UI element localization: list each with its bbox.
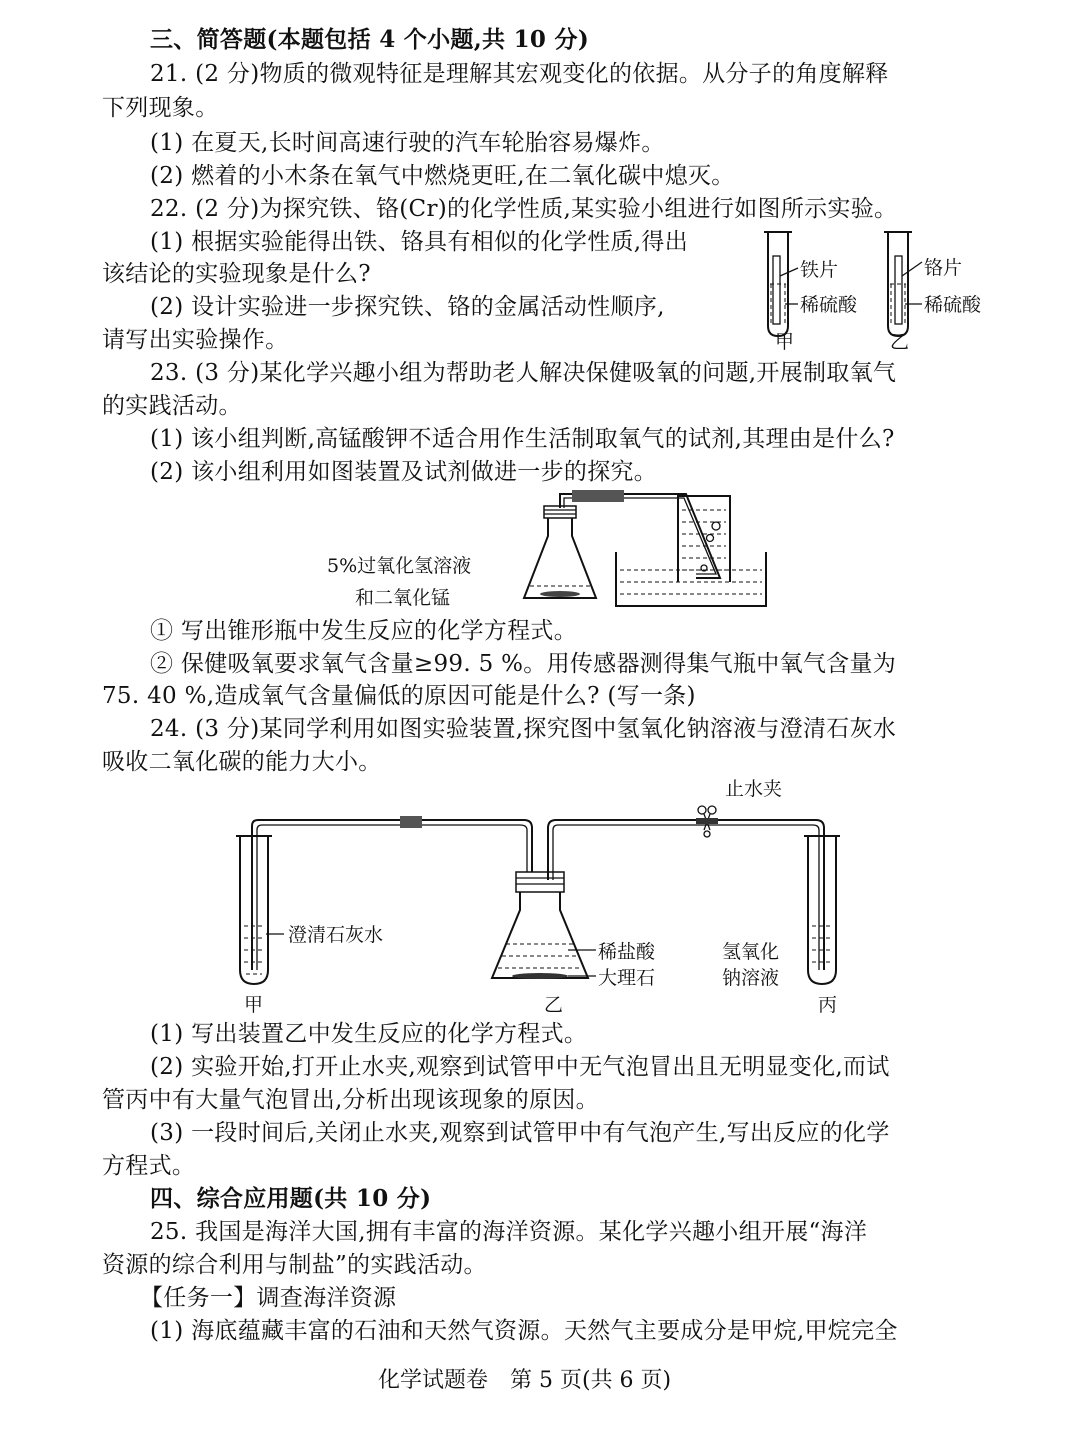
q24-part-2-line-2: 管丙中有大量气泡冒出,分析出现该现象的原因。 (102, 1087, 599, 1113)
q24-stem-line-1: 24. (3 分)某同学利用如图实验装置,探究图中氢氧化钠溶液与澄清石灰水 (150, 716, 897, 742)
q25-task-1-heading: 【任务一】调查海洋资源 (140, 1285, 397, 1311)
q24-stem-line-2: 吸收二氧化碳的能力大小。 (102, 749, 382, 775)
tube-yi-name: 乙 (890, 331, 910, 353)
q23-stem-line-2: 的实践活动。 (102, 393, 242, 419)
q24-marble-label: 大理石 (598, 967, 656, 989)
tube-yi-drawing (884, 232, 922, 336)
q24-part-3-line-2: 方程式。 (102, 1153, 196, 1179)
q23-sub-1: ① 写出锥形瓶中发生反应的化学方程式。 (150, 618, 578, 644)
q23-stem-line-1: 23. (3 分)某化学兴趣小组为帮助老人解决保健吸氧的问题,开展制取氧气 (150, 360, 897, 386)
tube-jia-name: 甲 (775, 331, 795, 353)
q22-part-1-line-1: (1) 根据实验能得出铁、铬具有相似的化学性质,得出 (150, 229, 689, 255)
q24-clamp-label: 止水夹 (725, 778, 783, 800)
q24-part-3-line-1: (3) 一段时间后,关闭止水夹,观察到试管甲中有气泡产生,写出反应的化学 (150, 1120, 890, 1146)
q22-part-1-line-2: 该结论的实验现象是什么? (102, 261, 371, 287)
section-4-title: 四、综合应用题(共 10 分) (150, 1185, 432, 1212)
tube-yi-metal-label: 铬片 (924, 257, 963, 279)
q21-part-1: (1) 在夏天,长时间高速行驶的汽车轮胎容易爆炸。 (150, 130, 665, 156)
q24-acid-label: 稀盐酸 (598, 941, 656, 963)
q23-sub-2-line-2: 75. 40 %,造成氧气含量偏低的原因可能是什么? (写一条) (102, 683, 696, 709)
q21-stem-line-2: 下列现象。 (102, 95, 219, 121)
q24-part-2-line-1: (2) 实验开始,打开止水夹,观察到试管甲中无气泡冒出且无明显变化,而试 (150, 1054, 890, 1080)
page-footer: 化学试题卷 第 5 页(共 6 页) (378, 1368, 672, 1393)
q23-reagent-label-1: 5%过氧化氢溶液 (327, 555, 472, 577)
q22-part-2-line-1: (2) 设计实验进一步探究铁、铬的金属活动性顺序, (150, 294, 665, 320)
q24-part-1: (1) 写出装置乙中发生反应的化学方程式。 (150, 1021, 588, 1047)
water-clamp-icon (696, 806, 718, 837)
tube-yi-liquid-label: 稀硫酸 (924, 294, 982, 316)
tube-jia-metal-label: 铁片 (800, 259, 839, 281)
q23-part-2: (2) 该小组利用如图装置及试剂做进一步的探究。 (150, 459, 658, 485)
q23-oxygen-apparatus-figure (520, 490, 780, 615)
q24-tube-bing-name: 丙 (818, 994, 838, 1016)
q21-part-2: (2) 燃着的小木条在氧气中燃烧更旺,在二氧化碳中熄灭。 (150, 163, 735, 189)
q23-part-1: (1) 该小组判断,高锰酸钾不适合用作生活制取氧气的试剂,其理由是什么? (150, 426, 895, 452)
q23-reagent-label-2: 和二氧化锰 (355, 587, 451, 609)
q24-naoh-label-2: 钠溶液 (722, 967, 780, 989)
q25-stem-line-2: 资源的综合利用与制盐”的实践活动。 (102, 1252, 487, 1278)
q24-limewater-label: 澄清石灰水 (288, 924, 384, 946)
q25-stem-line-1: 25. 我国是海洋大国,拥有丰富的海洋资源。某化学兴趣小组开展“海洋 (150, 1219, 868, 1245)
q22-part-2-line-2: 请写出实验操作。 (102, 327, 289, 353)
q22-stem: 22. (2 分)为探究铁、铬(Cr)的化学性质,某实验小组进行如图所示实验。 (150, 196, 898, 222)
q24-tube-jia-name: 甲 (244, 994, 264, 1016)
q25-part-1: (1) 海底蕴藏丰富的石油和天然气资源。天然气主要成分是甲烷,甲烷完全 (150, 1318, 898, 1344)
section-3-title: 三、简答题(本题包括 4 个小题,共 10 分) (150, 26, 590, 53)
q21-stem-line-1: 21. (2 分)物质的微观特征是理解其宏观变化的依据。从分子的角度解释 (150, 61, 889, 87)
q24-flask-yi-name: 乙 (544, 994, 564, 1016)
q23-sub-2-line-1: ② 保健吸氧要求氧气含量≥99. 5 %。用传感器测得集气瓶中氧气含量为 (150, 651, 897, 677)
q24-naoh-label-1: 氢氧化 (722, 941, 780, 963)
tube-jia-liquid-label: 稀硫酸 (800, 294, 858, 316)
tube-jia-drawing (764, 232, 798, 336)
